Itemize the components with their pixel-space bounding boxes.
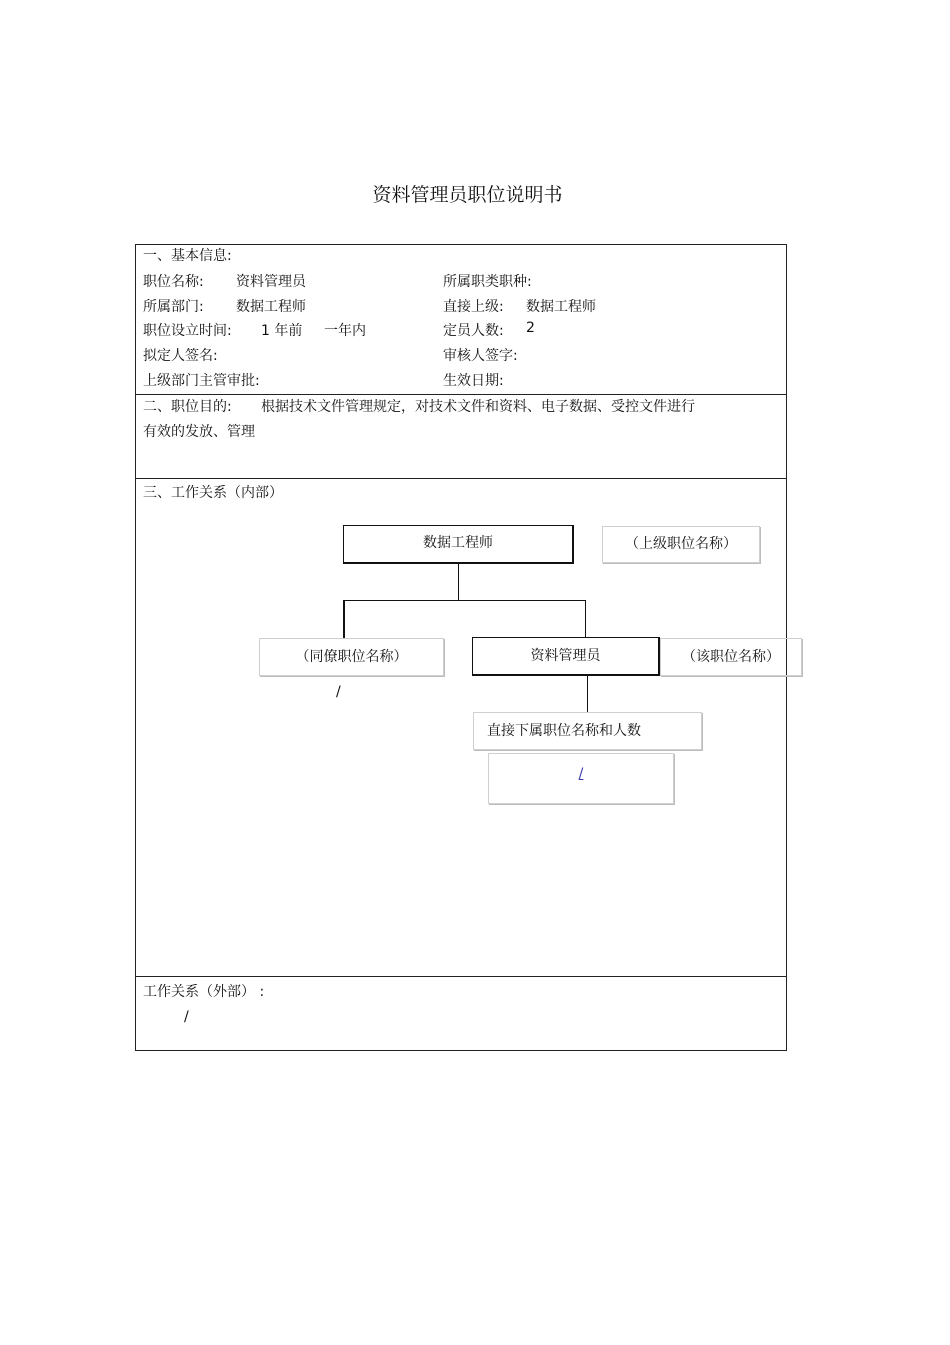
connector-line: [343, 600, 345, 638]
external-relations-heading: 工作关系（外部） :: [143, 984, 265, 1000]
category-label: 所属职类职种:: [443, 274, 532, 290]
effective-date-label: 生效日期:: [443, 373, 504, 389]
internal-relations-heading: 三、工作关系（内部）: [143, 485, 283, 501]
superior-caption: （上级职位名称）: [625, 536, 737, 552]
peer-position-caption: （同僚职位名称）: [295, 649, 408, 665]
connector-line: [458, 564, 459, 601]
headcount-label: 定员人数:: [443, 323, 504, 339]
connector-line: [585, 600, 586, 638]
self-position-box: [472, 637, 660, 676]
supervisor-label: 上级部门主管审批:: [143, 373, 260, 389]
superior-label: 直接上级:: [443, 299, 504, 315]
setup-time-value: 1 年前: [261, 323, 303, 339]
drafter-label: 拟定人签名:: [143, 348, 218, 364]
superior-caption-box: [602, 526, 760, 563]
subordinate-value-link[interactable]: /: [578, 766, 584, 782]
self-position-name: 资料管理员: [530, 648, 601, 664]
purpose-line-1: 根据技术文件管理规定，对技术文件和资料、电子数据、受控文件进行: [261, 399, 695, 415]
position-name-label: 职位名称:: [143, 274, 204, 290]
purpose-heading: 二、职位目的:: [143, 399, 232, 415]
setup-time-label: 职位设立时间:: [143, 323, 232, 339]
external-relations-value: /: [184, 1009, 189, 1025]
subordinate-value-box: [488, 753, 674, 804]
department-value: 数据工程师: [236, 299, 306, 315]
self-caption: （该职位名称）: [682, 649, 780, 665]
peer-position-value: /: [336, 684, 341, 700]
department-label: 所属部门:: [143, 299, 204, 315]
headcount-value: 2: [526, 320, 535, 336]
page-title: 资料管理员职位说明书: [372, 184, 563, 206]
connector-line: [587, 676, 588, 712]
purpose-line-2: 有效的发放、管理: [143, 424, 255, 440]
section-divider: [135, 394, 787, 395]
section-divider: [135, 478, 787, 479]
connector-line: [343, 600, 586, 601]
basic-info-heading: 一、基本信息:: [143, 248, 232, 264]
self-caption-box: [660, 638, 802, 676]
superior-value: 数据工程师: [526, 299, 596, 315]
superior-position-name: 数据工程师: [423, 535, 493, 551]
setup-time-extra: 一年内: [324, 323, 366, 339]
subordinate-box: [473, 712, 702, 750]
peer-position-box: [259, 638, 444, 676]
position-name-value: 资料管理员: [236, 274, 306, 290]
reviewer-label: 审核人签字:: [443, 348, 518, 364]
section-divider: [135, 976, 787, 977]
subordinate-caption: 直接下属职位名称和人数: [487, 723, 641, 739]
superior-position-box: [343, 525, 574, 564]
